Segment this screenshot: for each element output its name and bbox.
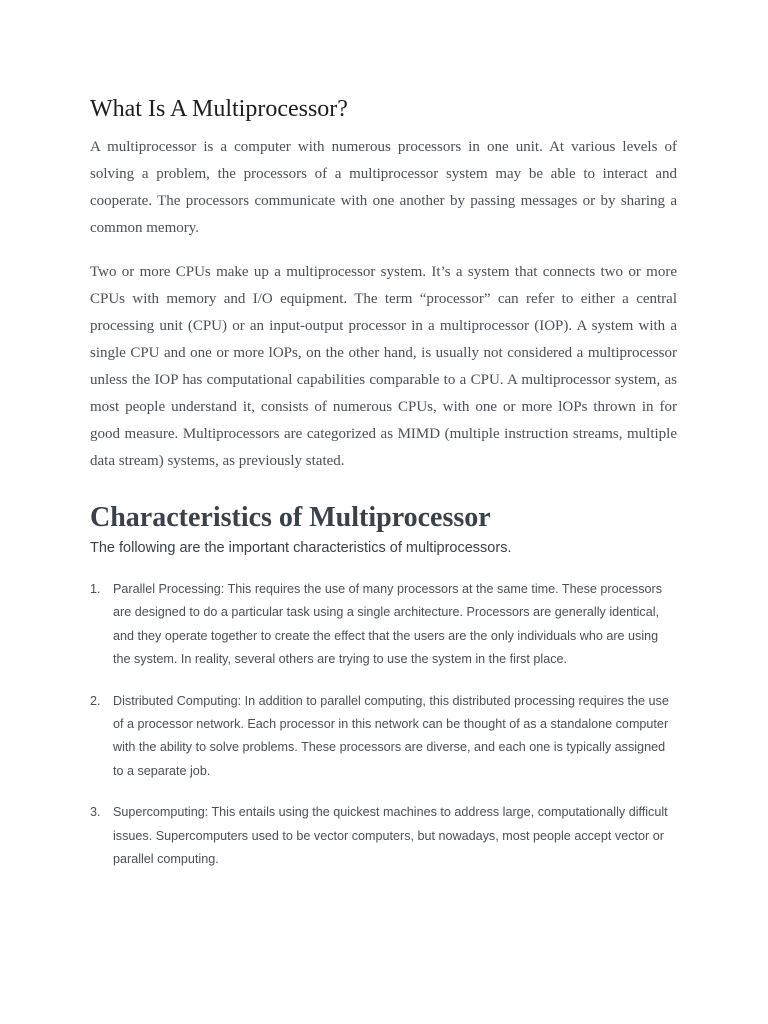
list-item: [90, 801, 677, 871]
list-item-text: Supercomputing: This entails using the quickest machines to address large, computationally difficult issues. Supercomputers used to be vector computers, but nowadays, most people accept vector or parallel computing.: [113, 805, 668, 867]
list-item: [90, 578, 677, 672]
section-heading-what-is-multiprocessor: What Is A Multiprocessor?: [90, 96, 348, 122]
paragraph-definition: A multiprocessor is a computer with numerous processors in one unit. At various levels of solving a problem, the processors of a multiprocessor system may be able to interact and cooperate. The processors communicate with one another by passing messages or by sharing a common memory.: [90, 139, 677, 236]
list-item-number: 2.: [90, 693, 101, 708]
list-item-text: Parallel Processing: This requires the use of many processors at the same time. These processors are designed to do a particular task using a single architecture. Processors are generally identical, and they operate together to create the effect that the users are the only individuals who are using the system. In reality, several others are trying to use the system in the first place.: [113, 582, 663, 667]
list-item-number: 1.: [90, 582, 101, 596]
paragraph-cpu-system: Two or more CPUs make up a multiprocessor system. It’s a system that connects two or more CPUs with memory and I/O equipment. The term “processor” can refer to either a central processing unit (CPU) or an input-output processor in a multiprocessor (IOP). A system with a single CPU and one or more lOPs, on the other hand, is usually not considered a multiprocessor unless the IOP has computational capabilities comparable to a CPU. A multiprocessor system, as most people understand it, consists of numerous CPUs, with one or more lOPs thrown in for good measure. Multiprocessors are categorized as MIMD (multiple instruction streams, multiple data stream) systems, as previously stated.: [90, 264, 677, 469]
list-item-text: Distributed Computing: In addition to parallel computing, this distributed processing requires the use of a processor network. Each processor in this network can be thought of as a standalone computer with the ability to solve problems. These processors are diverse, and each one is typically assigned to a separate job.: [113, 693, 669, 778]
characteristics-list: [90, 578, 677, 889]
characteristics-intro: The following are the important characteristics of multiprocessors.: [90, 540, 512, 556]
list-item: [90, 690, 677, 784]
list-item-number: 3.: [90, 805, 101, 820]
section-heading-characteristics: Characteristics of Multiprocessor: [90, 502, 491, 533]
